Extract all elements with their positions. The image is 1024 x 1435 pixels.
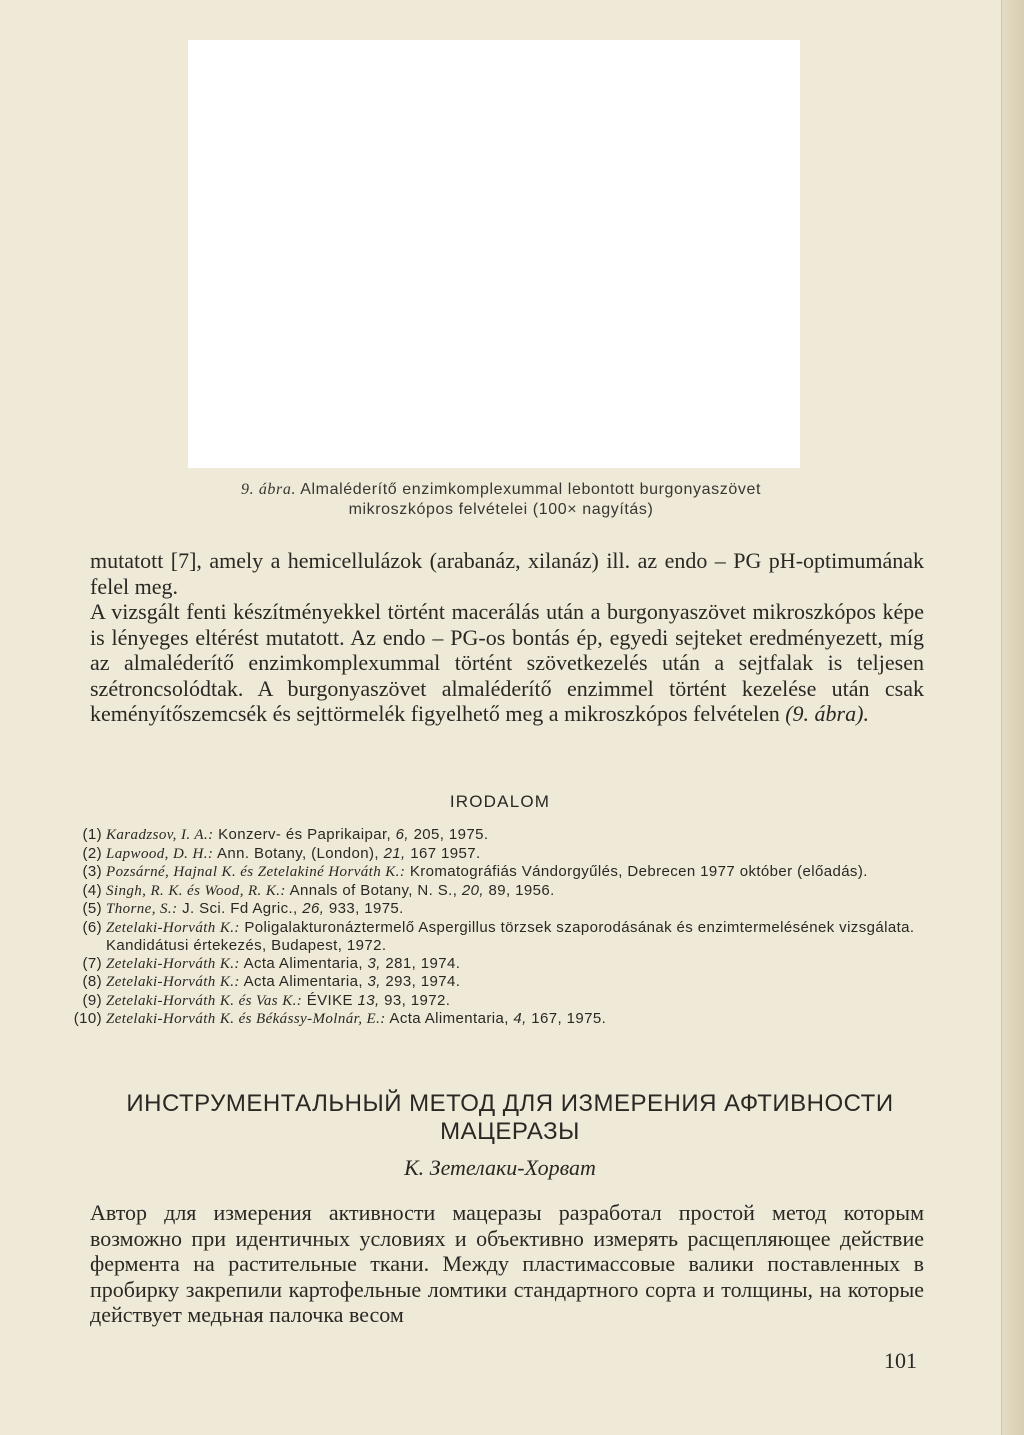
reference-source: Acta Alimentaria, [243, 954, 363, 972]
reference-number: (8) [82, 973, 102, 990]
reference-pages-year: 205, 1975. [413, 826, 489, 843]
reference-volume: 21, [383, 844, 406, 862]
reference-item [60, 863, 926, 882]
reference-source: ÉVIKE [306, 991, 353, 1009]
reference-text [106, 845, 926, 864]
reference-pages-year: 89, 1956. [488, 881, 555, 899]
reference-text [106, 955, 926, 974]
reference-authors: Zetelaki-Horváth K.: [106, 974, 240, 990]
figure-image [188, 40, 800, 468]
reference-number: (6) [82, 918, 102, 936]
body-paragraph-1: mutatott [7], amely a hemicellulázok (arabanáz, xilanáz) ill. az endo – PG pH-optimumának felel meg. [90, 548, 924, 599]
reference-item [60, 882, 926, 901]
reference-number: (10) [73, 1010, 102, 1027]
reference-source: Ann. Botany, (London), [217, 844, 379, 862]
reference-text [106, 900, 926, 919]
reference-item [60, 826, 926, 845]
figure-caption [110, 480, 892, 520]
reference-text [106, 826, 926, 845]
russian-title [60, 1090, 960, 1146]
reference-item [60, 919, 926, 955]
reference-pages-year: 281, 1974. [385, 954, 461, 972]
reference-item [60, 955, 926, 974]
reference-authors: Pozsárné, Hajnal K. és Zetelakiné Horváth K.: [106, 864, 406, 880]
reference-number: (1) [82, 826, 102, 843]
reference-text [106, 1010, 926, 1029]
reference-source: Poligalakturonáztermelő Aspergillus törzsek szaporodásának és enzimtermelésének vizsgálata. Kandidátusi értekezés, Budapest, 1972. [106, 918, 915, 954]
reference-volume: 13, [357, 991, 380, 1009]
reference-number: (3) [82, 863, 102, 880]
body-paragraph-2 [90, 599, 924, 727]
reference-volume: 3, [367, 973, 381, 990]
reference-authors: Karadzsov, I. A.: [106, 827, 214, 843]
reference-list [60, 826, 926, 1029]
reference-number: (5) [82, 900, 102, 917]
figure-caption-line1: Almaléderítő enzimkomplexummal lebontott burgonyaszövet [300, 481, 761, 498]
russian-title-line2: МАЦЕРАЗЫ [440, 1118, 580, 1145]
reference-volume: 4, [513, 1010, 527, 1027]
reference-item [60, 900, 926, 919]
reference-pages-year: 933, 1975. [328, 900, 404, 917]
reference-text [106, 863, 926, 882]
reference-item [60, 1010, 926, 1029]
reference-text [106, 992, 926, 1011]
reference-pages-year: 93, 1972. [384, 991, 451, 1009]
reference-pages-year: 167, 1975. [531, 1010, 607, 1027]
reference-item [60, 845, 926, 864]
reference-source: Acta Alimentaria, [389, 1010, 509, 1027]
reference-item [60, 973, 926, 992]
reference-source: J. Sci. Fd Agric., [182, 900, 298, 917]
figure-caption-label: 9. ábra. [241, 481, 297, 498]
reference-number: (9) [82, 991, 102, 1009]
body-text [90, 548, 924, 727]
reference-volume: 20, [461, 881, 484, 899]
reference-pages-year: 167 1957. [410, 844, 481, 862]
reference-authors: Zetelaki-Horváth K. és Békássy-Molnár, E.: [106, 1011, 386, 1027]
reference-volume: 26, [302, 900, 325, 917]
body-paragraph-2-text: A vizsgált fenti készítményekkel történt macerálás után a burgonyaszövet mikroszkópos képe is lényeges eltérést mutatott. Az endo – PG-os bontás ép, egyedi sejteket eredményezett, míg az almaléderítő enzimkomplexummal történt szövetkezelés után a sejtfalak is teljesen szétroncsolódtak. A burgonyaszövet almaléderítő enzimmel történt kezelése után csak keményítőszemcsék és sejttörmelék figyelhető meg a mikroszkópos felvételen [90, 599, 924, 726]
reference-authors: Lapwood, D. H.: [106, 845, 214, 862]
reference-volume: 3, [367, 954, 381, 972]
figure-caption-line2: mikroszkópos felvételei (100× nagyítás) [348, 501, 654, 518]
reference-number: (4) [82, 881, 102, 899]
reference-authors: Singh, R. K. és Wood, R. K.: [106, 882, 286, 899]
figure-reference: (9. ábra). [785, 701, 869, 726]
reference-authors: Zetelaki-Horváth K.: [106, 955, 240, 972]
russian-title-line1: ИНСТРУМЕНТАЛЬНЫЙ МЕТОД ДЛЯ ИЗМЕРЕНИЯ АФТИВНОСТИ [126, 1090, 894, 1117]
russian-abstract: Автор для измерения активности мацеразы разработал простой метод которым возможно при идентичных условиях и объективно измерять расщепляющее действие фермента на растительные ткани. Между пластимассовые валики поставленных в пробирку закрепили картофельные ломтики стандартного сорта и толщины, на которые действует медьная палочка весом [90, 1200, 924, 1327]
reference-number: (2) [82, 844, 102, 862]
russian-author: К. Зетелаки-Хорват [404, 1155, 596, 1180]
references-title: IRODALOM [449, 792, 551, 811]
page-number: 101 [884, 1348, 917, 1373]
reference-item [60, 992, 926, 1011]
reference-source: Annals of Botany, N. S., [289, 881, 458, 899]
reference-source: Acta Alimentaria, [243, 973, 363, 990]
reference-text [106, 882, 926, 901]
reference-authors: Zetelaki-Horváth K.: [106, 919, 240, 936]
reference-text [106, 973, 926, 992]
page-edge [1001, 0, 1024, 1435]
reference-volume: 6, [395, 826, 409, 843]
reference-pages-year: 293, 1974. [385, 973, 461, 990]
reference-text [106, 919, 926, 955]
reference-authors: Thorne, S.: [106, 901, 178, 917]
reference-source: Konzerv- és Paprikaipar, [218, 826, 392, 843]
reference-authors: Zetelaki-Horváth K. és Vas K.: [106, 992, 303, 1009]
reference-source: Kromatográfiás Vándorgyűlés, Debrecen 1977 október (előadás). [409, 863, 868, 880]
reference-number: (7) [82, 954, 102, 972]
